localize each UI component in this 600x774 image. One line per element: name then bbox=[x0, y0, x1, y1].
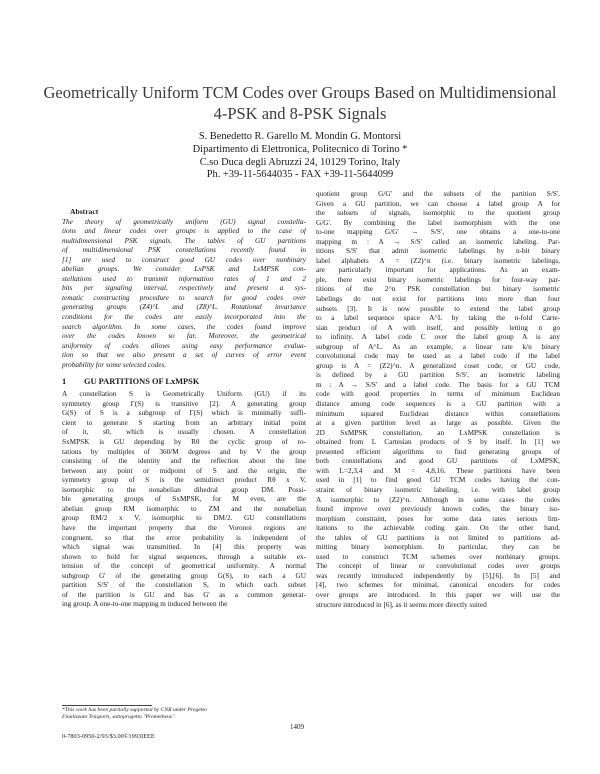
right-column-line: code with good properties in terms of minimum Euclidean bbox=[316, 390, 560, 399]
right-column-line: mitting binary isomorphism. In particular, they can be bbox=[316, 543, 560, 552]
right-column-line: titions of the 2^n PSK constellation but binary isometric bbox=[316, 285, 560, 294]
right-column-line: [4], two schemes for minimal, canonical encoders for codes bbox=[316, 581, 560, 590]
right-column-line: are particularly important for applications. As an exam- bbox=[316, 266, 560, 275]
abstract-line: over the codes known so far. Moreover, the geometrical bbox=[62, 332, 306, 341]
right-column-line: quotient group G/G' and the subsets of the partition S/S'. bbox=[316, 190, 560, 198]
author-names: S. Benedetto R. Garello M. Mondin G. Montorsi bbox=[198, 131, 402, 142]
section-1-line: ing group. A one-to-one mapping m induced between the bbox=[62, 600, 228, 609]
right-column-line: G/G'. By combining the label isomorphism with the one bbox=[316, 218, 560, 227]
right-column-line: to a label sequence space A^L by taking the n-fold Carte- bbox=[316, 314, 560, 323]
section-1-line: tations by multiples of 360/M degrees and by V the group bbox=[62, 447, 306, 456]
abstract-line: probability for some selected codes. bbox=[62, 360, 167, 369]
section-1-line: symmetry group Γ(S) is transitive [2]. A generating group bbox=[62, 399, 306, 408]
right-column-line: subgroup of A^L. As an example, a linear rate k/n binary bbox=[316, 342, 560, 351]
abstract-line: bits per signaling interval, respectively and present a sys- bbox=[62, 284, 306, 293]
abstract-line: tion so that we also present a set of curves of error event bbox=[62, 351, 306, 360]
right-column-line: The concept of linear or convolutional codes over groups bbox=[316, 562, 560, 571]
right-column-line: label alphabets A = (Z2)^n (i.e. binary isometric labelings, bbox=[316, 256, 560, 265]
right-column-line: minimum squared Euclidean distance within constellations bbox=[316, 409, 560, 418]
paper-title bbox=[40, 82, 560, 124]
section-1-line: between any point or midpoint of S and the origin, the bbox=[62, 466, 306, 475]
phone-fax: Ph. +39-11-5644035 - FAX +39-11-5644099 bbox=[206, 169, 394, 181]
right-column-line: to infinity. A label code C over the label group A is any bbox=[316, 333, 560, 342]
section-1-line: cient to generate S starting from an arbitrary initial point bbox=[62, 418, 306, 427]
abstract-line: uniformity of codes allows using easy performance evalua- bbox=[62, 341, 306, 350]
section-1-body bbox=[62, 390, 306, 610]
section-1-line: which signal was transmitted. In [4] this property was bbox=[62, 543, 306, 552]
footnote-line: *This work has been partially supported by CNR under Progetto bbox=[62, 707, 207, 713]
section-1-line: symmetry group of S is the semidirect product Rθ x V, bbox=[62, 476, 306, 485]
abstract-line: abelian groups. We consider LxPSK and LxMPSK con- bbox=[62, 265, 306, 274]
right-column-line: with L=2,3,4 and M = 4,8,16. These partitions have been bbox=[316, 466, 560, 475]
abstract-line: [1] are used to construct good GU codes over nonbinary bbox=[62, 255, 306, 264]
right-column-line: found improve over previously known codes, the binary iso- bbox=[316, 505, 560, 514]
right-column-line: straint of binary isometric labeling, i.e. with label group bbox=[316, 485, 560, 494]
right-column-line: the subsets of signals, isomorphic to the quotient group bbox=[316, 209, 560, 218]
right-column-line: convolutional code may be used as a label code if the label bbox=[316, 352, 560, 361]
right-column-line: titions S/S' that admit isometric labelings by n-bit binary bbox=[316, 247, 560, 256]
section-1-line: subgroup G' of the generating group G(S), to each a GU bbox=[62, 571, 306, 580]
right-column-line: group is A = (Z2)^n. A generalized coset code, or GU code, bbox=[316, 361, 560, 370]
left-column bbox=[62, 207, 306, 610]
right-column-line: used to construct TCM schemes over nonbinary groups. bbox=[316, 552, 560, 561]
right-column bbox=[316, 190, 560, 610]
address: C.so Duca degli Abruzzi 24, 10129 Torino, Italy bbox=[199, 156, 401, 168]
abstract-body bbox=[62, 218, 306, 371]
title-line-1: Geometrically Uniform TCM Codes over Groups Based on Multidimensional bbox=[43, 83, 557, 102]
section-1-line: A constellation S is Geometrically Uniform (GU) if its bbox=[62, 390, 306, 399]
section-1-line: consisting of the identity and the reflection about the line bbox=[62, 457, 306, 466]
author-block bbox=[60, 131, 540, 182]
right-column-line: structure introduced in [6], as it seems more directly suited bbox=[316, 600, 487, 609]
right-column-line: at a given partition level as large as possible. Given the bbox=[316, 419, 560, 428]
abstract-line: The theory of geometrically uniform (GU) signal constella- bbox=[62, 217, 306, 226]
right-column-line: ple, there exist binary isometric labelings for four-way par- bbox=[316, 275, 560, 284]
page-number: 1409 bbox=[290, 723, 304, 731]
right-column-line: both constellations and good GU partitions of LxMPSK, bbox=[316, 457, 560, 466]
section-1-line: of it, s0, which is usually chosen. A constellation bbox=[62, 428, 306, 437]
section-1-line: G(S) of S is a subgroup of Γ(S) which is minimally suffi- bbox=[62, 409, 306, 418]
section-1-title: GU PARTITIONS OF LxMPSK bbox=[84, 377, 200, 387]
affiliation: Dipartimento di Elettronica, Politecnico di Torino * bbox=[192, 143, 408, 155]
abstract-line: multidimensional PSK signals. The tables of GU partitions bbox=[62, 236, 306, 245]
right-column-line: m : A → S/S' and a label code. The basis for a GU TCM bbox=[316, 380, 560, 389]
abstract-line: of multidimensional PSK constellations recently found in bbox=[62, 246, 306, 255]
abstract-line: tions and linear codes over groups is applied to the case of bbox=[62, 227, 306, 236]
right-column-line: distance among code sequences is a GU partition with a bbox=[316, 400, 560, 409]
right-column-line: labelings do not exist for partitions into more than four bbox=[316, 295, 560, 304]
copyright-line: 0-7803-0950-2/93/$3.00©1993IEEE bbox=[62, 733, 155, 740]
right-column-line: obtained from L Cartesian products of S by itself. In [1] we bbox=[316, 438, 560, 447]
footnote bbox=[62, 707, 306, 721]
right-column-line: subsets [3]. It is now possible to extend the label group bbox=[316, 304, 560, 313]
section-1-line: have the important property that the Voronoi regions are bbox=[62, 523, 306, 532]
section-1-line: ble generating groups of SxMPSK, for M even, are the bbox=[62, 495, 306, 504]
right-column-line: to-one mapping G/G' → S/S', one obtains a one-to-one bbox=[316, 228, 560, 237]
section-1-line: tension of the concept of geometrical uniformity. A normal bbox=[62, 562, 306, 571]
footnote-rule bbox=[62, 705, 152, 706]
abstract-line: conditions for the codes are easily incorporated into the bbox=[62, 313, 306, 322]
section-1-line: of the partition is GU and has G' as a common generat- bbox=[62, 590, 306, 599]
right-column-line: used in [1] to find good GU TCM codes having the con- bbox=[316, 476, 560, 485]
right-column-line: is defined by a GU partition S/S', an isometric labeling bbox=[316, 371, 560, 380]
right-column-line: was recently introduced independently by [5],[6]. In [5] and bbox=[316, 571, 560, 580]
section-1-line: group RM/2 x V, isomorphic to DM/2. GU constellations bbox=[62, 514, 306, 523]
title-line-2: 4-PSK and 8-PSK Signals bbox=[213, 104, 387, 123]
footnote-line: Finalizzato Trasporti, sottoprogetto "Prometheus". bbox=[62, 714, 176, 721]
right-column-line: A isomorphic to (Z2)^n. Although in some cases the codes bbox=[316, 495, 560, 504]
abstract-line: search algorithm. In some cases, the codes found improve bbox=[62, 322, 306, 331]
abstract-heading: Abstract bbox=[70, 207, 99, 216]
section-1-line: abelian group RM isomorphic to ZM and the nonabelian bbox=[62, 504, 306, 513]
right-column-line: the tables of GU partitions is not limited to partitions ad- bbox=[316, 533, 560, 542]
section-1-line: isomorphic to the nonabelian dihedral group DM. Possi- bbox=[62, 485, 306, 494]
right-column-line: morphism constraint, poses for some data rates serious lim- bbox=[316, 514, 560, 523]
section-1-line: shown to hold for signal sequences, through a suitable ex- bbox=[62, 552, 306, 561]
section-1-number: 1 bbox=[62, 377, 67, 387]
right-column-line: mapping m : A → S/S' called an isometric labeling. Par- bbox=[316, 237, 560, 246]
right-column-line: Given a GU partition, we can choose a label group A for bbox=[316, 199, 560, 208]
right-column-line: over groups are introduced. In this paper we will use the bbox=[316, 590, 560, 599]
right-column-line: 2D SxMPSK constellation, an LxMPSK constellation is bbox=[316, 428, 560, 437]
abstract-line: generating groups (Z4)^L and (Z8)^L. Rotational invariance bbox=[62, 303, 306, 312]
section-1-line: partition S/S' of the constellation S, in which each subset bbox=[62, 581, 306, 590]
right-column-line: itations to the achievable coding gain. On the other hand, bbox=[316, 524, 560, 533]
right-column-line: sian product of A with itself, and possibly letting n go bbox=[316, 323, 560, 332]
abstract-line: stellations used to transmit information rates of 1 and 2 bbox=[62, 274, 306, 283]
right-column-line: presented efficient algorithms to find generating groups of bbox=[316, 447, 560, 456]
section-1-heading bbox=[62, 376, 306, 387]
abstract-line: tematic constructing procedure to search for good codes over bbox=[62, 293, 306, 302]
section-1-line: SxMPSK is GU depending by Rθ the cyclic group of ro- bbox=[62, 438, 306, 447]
section-1-line: congruent, so that the error probability is independent of bbox=[62, 533, 306, 542]
